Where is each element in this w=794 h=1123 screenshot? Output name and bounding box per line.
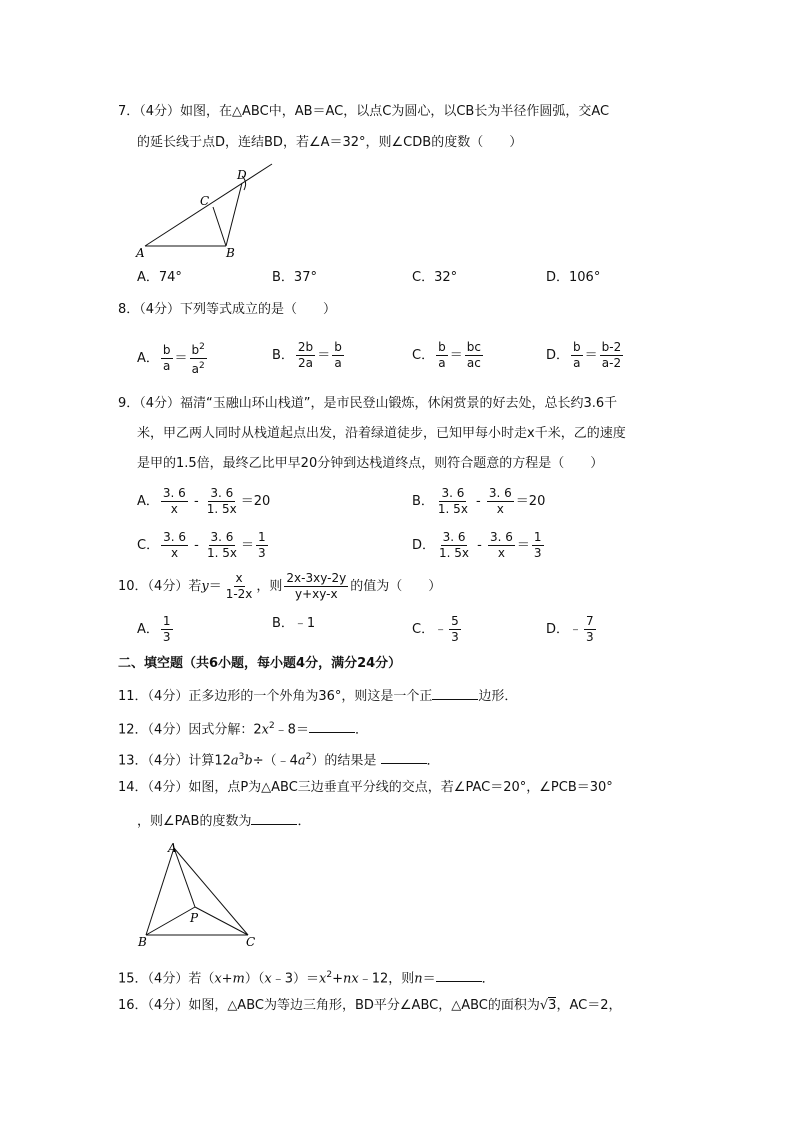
q9-option-c[interactable]: C． $\frac{3. 6}{x}$ - $\frac{3. 6}{1. 5x}$ ＝ $\frac{1}{3}$ [137, 530, 266, 560]
q16-stem: 16．（4分）如图，△ABC为等边三角形，BD平分∠ABC，△ABC的面积为√3，AC＝2， [118, 998, 622, 1013]
q7-label-b: B [226, 246, 235, 260]
q8-option-b[interactable]: B． $\frac{2b}{2a}$ ＝ $\frac{b}{a}$ [272, 340, 342, 370]
q7-option-c[interactable]: C．32° [412, 270, 458, 285]
q11-stem: 11．（4分）正多边形的一个外角为36°，则这是一个正 边形． [118, 685, 704, 707]
q9-option-a[interactable]: A． $\frac{3. 6}{x}$ - $\frac{3. 6}{1. 5x}$ ＝20 [137, 486, 271, 516]
q7-stem-line2: 的延长线于点D，连结BD，若∠A＝32°，则∠CDB的度数（ ） [137, 135, 523, 150]
q9-option-b[interactable]: B． $\frac{3. 6}{1. 5x}$ - $\frac{3. 6}{x}$ ＝20 [412, 486, 546, 516]
q14-line-ac [174, 848, 248, 935]
q14-label-p: P [190, 911, 199, 925]
q8-option-a[interactable]: A． $\frac{b}{a}$ ＝ $\frac{b^2}{a^2}$ [137, 342, 205, 376]
q7-line-cb [213, 207, 226, 246]
q7-option-b[interactable]: B．37° [272, 270, 317, 285]
q14-label-b: B [138, 935, 147, 949]
q8-option-d[interactable]: D． $\frac{b}{a}$ ＝ $\frac{b-2}{a-2}$ [546, 340, 622, 370]
q10-option-d[interactable]: D．﹣ $\frac{7}{3}$ [546, 614, 594, 644]
q14-label-a: A [168, 841, 177, 855]
q9-option-d[interactable]: D． $\frac{3. 6}{1. 5x}$ - $\frac{3. 6}{x}$ ＝ $\frac{1}{3}$ [412, 530, 542, 560]
q7-option-d[interactable]: D．106° [546, 270, 601, 285]
q9-stem-line3: 是甲的1.5倍，最终乙比甲早20分钟到达栈道终点，则符合题意的方程是（ ） [137, 456, 604, 471]
q7-stem-line1: 7．（4分）如图，在△ABC中，AB＝AC，以点C为圆心，以CB长为半径作圆弧，交AC [118, 104, 610, 119]
q7-label-d: D [237, 168, 247, 182]
q13-stem: 13．（4分）计算$12a^3b\div(﹣4a^2)$的结果是 ． [118, 747, 704, 771]
q14-line-cp [195, 907, 248, 935]
q10-option-a[interactable]: A． $\frac{1}{3}$ [137, 614, 171, 644]
q15-stem: 15．（4分）若$(x+m)(x﹣3)=x^2+nx﹣12$，则n＝ ． [118, 965, 704, 989]
q10-stem: 10．（4分）若y＝ $\frac{x}{1-2x}$ ，则 $\frac{2x-3xy-2y}{y+xy-x}$ 的值为（ ） [118, 571, 442, 601]
q14-figure [132, 840, 262, 952]
q15-answer-blank[interactable] [436, 967, 482, 982]
q14-stem-line2: ，则∠PAB的度数为 ． [137, 810, 704, 832]
q14-answer-blank[interactable] [251, 810, 297, 825]
q16-sqrt: √3 [539, 998, 557, 1013]
q14-line-ap [174, 848, 195, 907]
q7-option-a[interactable]: A．74° [137, 270, 182, 285]
q7-label-c: C [200, 194, 210, 208]
q11-answer-blank[interactable] [432, 685, 478, 700]
q8-stem: 8．（4分）下列等式成立的是（ ） [118, 302, 337, 317]
q12-stem: 12．（4分）因式分解：$2x^2﹣8=$ ． [118, 716, 704, 740]
q9-stem-line1: 9．（4分）福清“玉融山环山栈道”，是市民登山锻炼，休闲赏景的好去处，总长约3.6千 [118, 396, 618, 411]
q13-answer-blank[interactable] [381, 749, 427, 764]
q12-answer-blank[interactable] [309, 718, 355, 733]
q14-label-c: C [246, 935, 256, 949]
section-2-heading: 二、填空题（共6小题，每小题4分，满分24分） [118, 656, 402, 671]
q10-option-b[interactable]: B．﹣1 [272, 616, 316, 631]
q10-option-c[interactable]: C．﹣ $\frac{5}{3}$ [412, 614, 459, 644]
q7-figure [130, 162, 280, 262]
q9-stem-line2: 米，甲乙两人同时从栈道起点出发，沿着绿道徒步，已知甲每小时走x千米，乙的速度 [137, 426, 626, 441]
q14-stem-line1: 14．（4分）如图，点P为△ABC三边垂直平分线的交点，若∠PAC＝20°，∠PCB＝30° [118, 780, 613, 795]
q8-option-c[interactable]: C． $\frac{b}{a}$ ＝ $\frac{bc}{ac}$ [412, 340, 481, 370]
q7-label-a: A [136, 246, 145, 260]
